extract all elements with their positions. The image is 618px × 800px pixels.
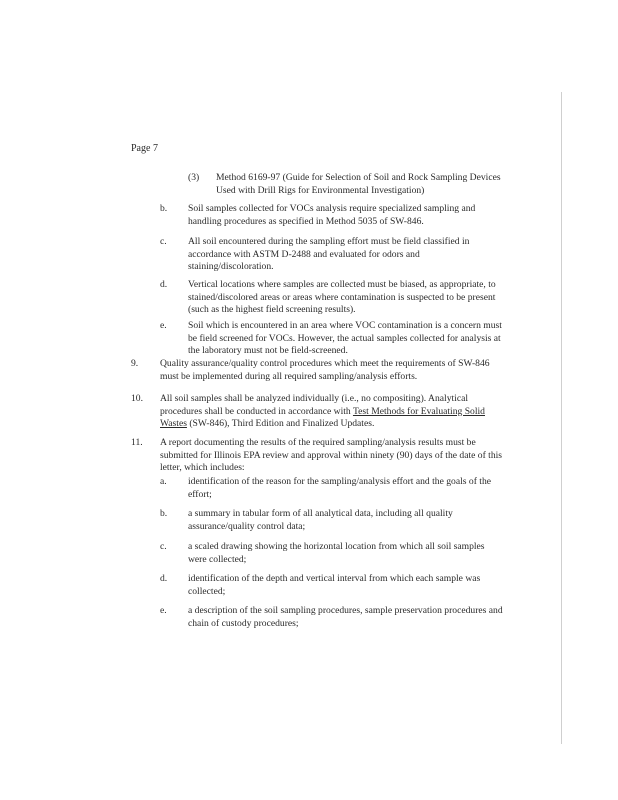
text-line: Used with Drill Rigs for Environmental Investigation) xyxy=(216,184,425,196)
item-marker: a. xyxy=(160,476,167,487)
text-line: accordance with ASTM D-2488 and evaluated for odors and xyxy=(188,248,420,260)
text-line: submitted for Illinois EPA review and approval within ninety (90) days of the date of this xyxy=(160,449,503,461)
text-line: procedures shall be conducted in accordance with Test Methods for Evaluating Solid xyxy=(160,405,485,417)
paragraph xyxy=(188,320,502,358)
paragraph xyxy=(216,172,501,197)
text-line: Wastes (SW-846), Third Edition and Finalized Updates. xyxy=(160,418,375,429)
document-title-link: Wastes xyxy=(160,418,187,429)
paragraph xyxy=(160,393,485,431)
item-marker: (3) xyxy=(188,172,200,183)
item-marker: c. xyxy=(160,541,167,552)
item-marker: d. xyxy=(160,573,168,584)
item-marker: d. xyxy=(160,279,168,290)
item-marker: e. xyxy=(160,605,167,616)
text-line: A report documenting the results of the required sampling/analysis results must be xyxy=(160,437,476,448)
paragraph xyxy=(188,279,496,317)
text-line: the laboratory must not be field-screened. xyxy=(188,345,348,356)
text-line: effort; xyxy=(188,488,212,500)
item-marker: 10. xyxy=(131,393,143,404)
margin-line xyxy=(561,92,562,744)
paragraph xyxy=(188,541,485,566)
text-line: were collected; xyxy=(188,553,247,565)
text-line: be field screened for VOCs. However, the actual samples collected for analysis at xyxy=(188,332,501,344)
text-line: letter, which includes: xyxy=(160,462,245,473)
text-line: a scaled drawing showing the horizontal location from which all soil samples xyxy=(188,541,485,552)
page-label: Page 7 xyxy=(131,143,158,154)
text-line: All soil samples shall be analyzed individually (i.e., no compositing). Analytical xyxy=(160,393,469,404)
text-line: assurance/quality control data; xyxy=(188,520,306,532)
text-line: identification of the depth and vertical interval from which each sample was xyxy=(188,573,481,584)
paragraph xyxy=(188,236,469,274)
text-line: a description of the soil sampling procedures, sample preservation procedures and xyxy=(188,605,503,616)
text-line: stained/discolored areas or areas where contamination is suspected to be present xyxy=(188,291,496,303)
text-line: handling procedures as specified in Method 5035 of SW-846. xyxy=(188,215,424,227)
paragraph xyxy=(188,203,475,228)
text-line: Method 6169-97 (Guide for Selection of Soil and Rock Sampling Devices xyxy=(216,172,501,183)
paragraph xyxy=(188,476,491,501)
paragraph xyxy=(160,437,502,475)
paragraph xyxy=(188,605,503,630)
item-marker: e. xyxy=(160,320,167,331)
text-line: (such as the highest field screening results). xyxy=(188,304,356,315)
text-line: All soil encountered during the sampling effort must be field classified in xyxy=(188,236,470,247)
text-line: a summary in tabular form of all analytical data, including all quality xyxy=(188,508,453,519)
text-line: Soil which is encountered in an area where VOC contamination is a concern must xyxy=(188,320,502,331)
paragraph xyxy=(188,573,480,598)
item-marker: b. xyxy=(160,203,168,214)
item-marker: 11. xyxy=(131,437,143,448)
text-line: Quality assurance/quality control procedures which meet the requirements of SW-846 xyxy=(160,358,490,369)
text-line: identification of the reason for the sampling/analysis effort and the goals of the xyxy=(188,476,492,487)
item-marker: c. xyxy=(160,236,167,247)
paragraph xyxy=(160,358,490,383)
item-marker: 9. xyxy=(131,358,139,369)
text-line: chain of custody procedures; xyxy=(188,617,299,629)
document-title-link: Test Methods for Evaluating Solid xyxy=(352,405,485,417)
text-line: must be implemented during all required sampling/analysis efforts. xyxy=(160,370,418,382)
text-line: Soil samples collected for VOCs analysis require specialized sampling and xyxy=(188,203,476,214)
text-line: Vertical locations where samples are collected must be biased, as appropriate, to xyxy=(188,279,496,290)
text-line: collected; xyxy=(188,585,226,597)
text-line: staining/discoloration. xyxy=(188,261,274,272)
paragraph xyxy=(188,508,453,533)
item-marker: b. xyxy=(160,508,168,519)
